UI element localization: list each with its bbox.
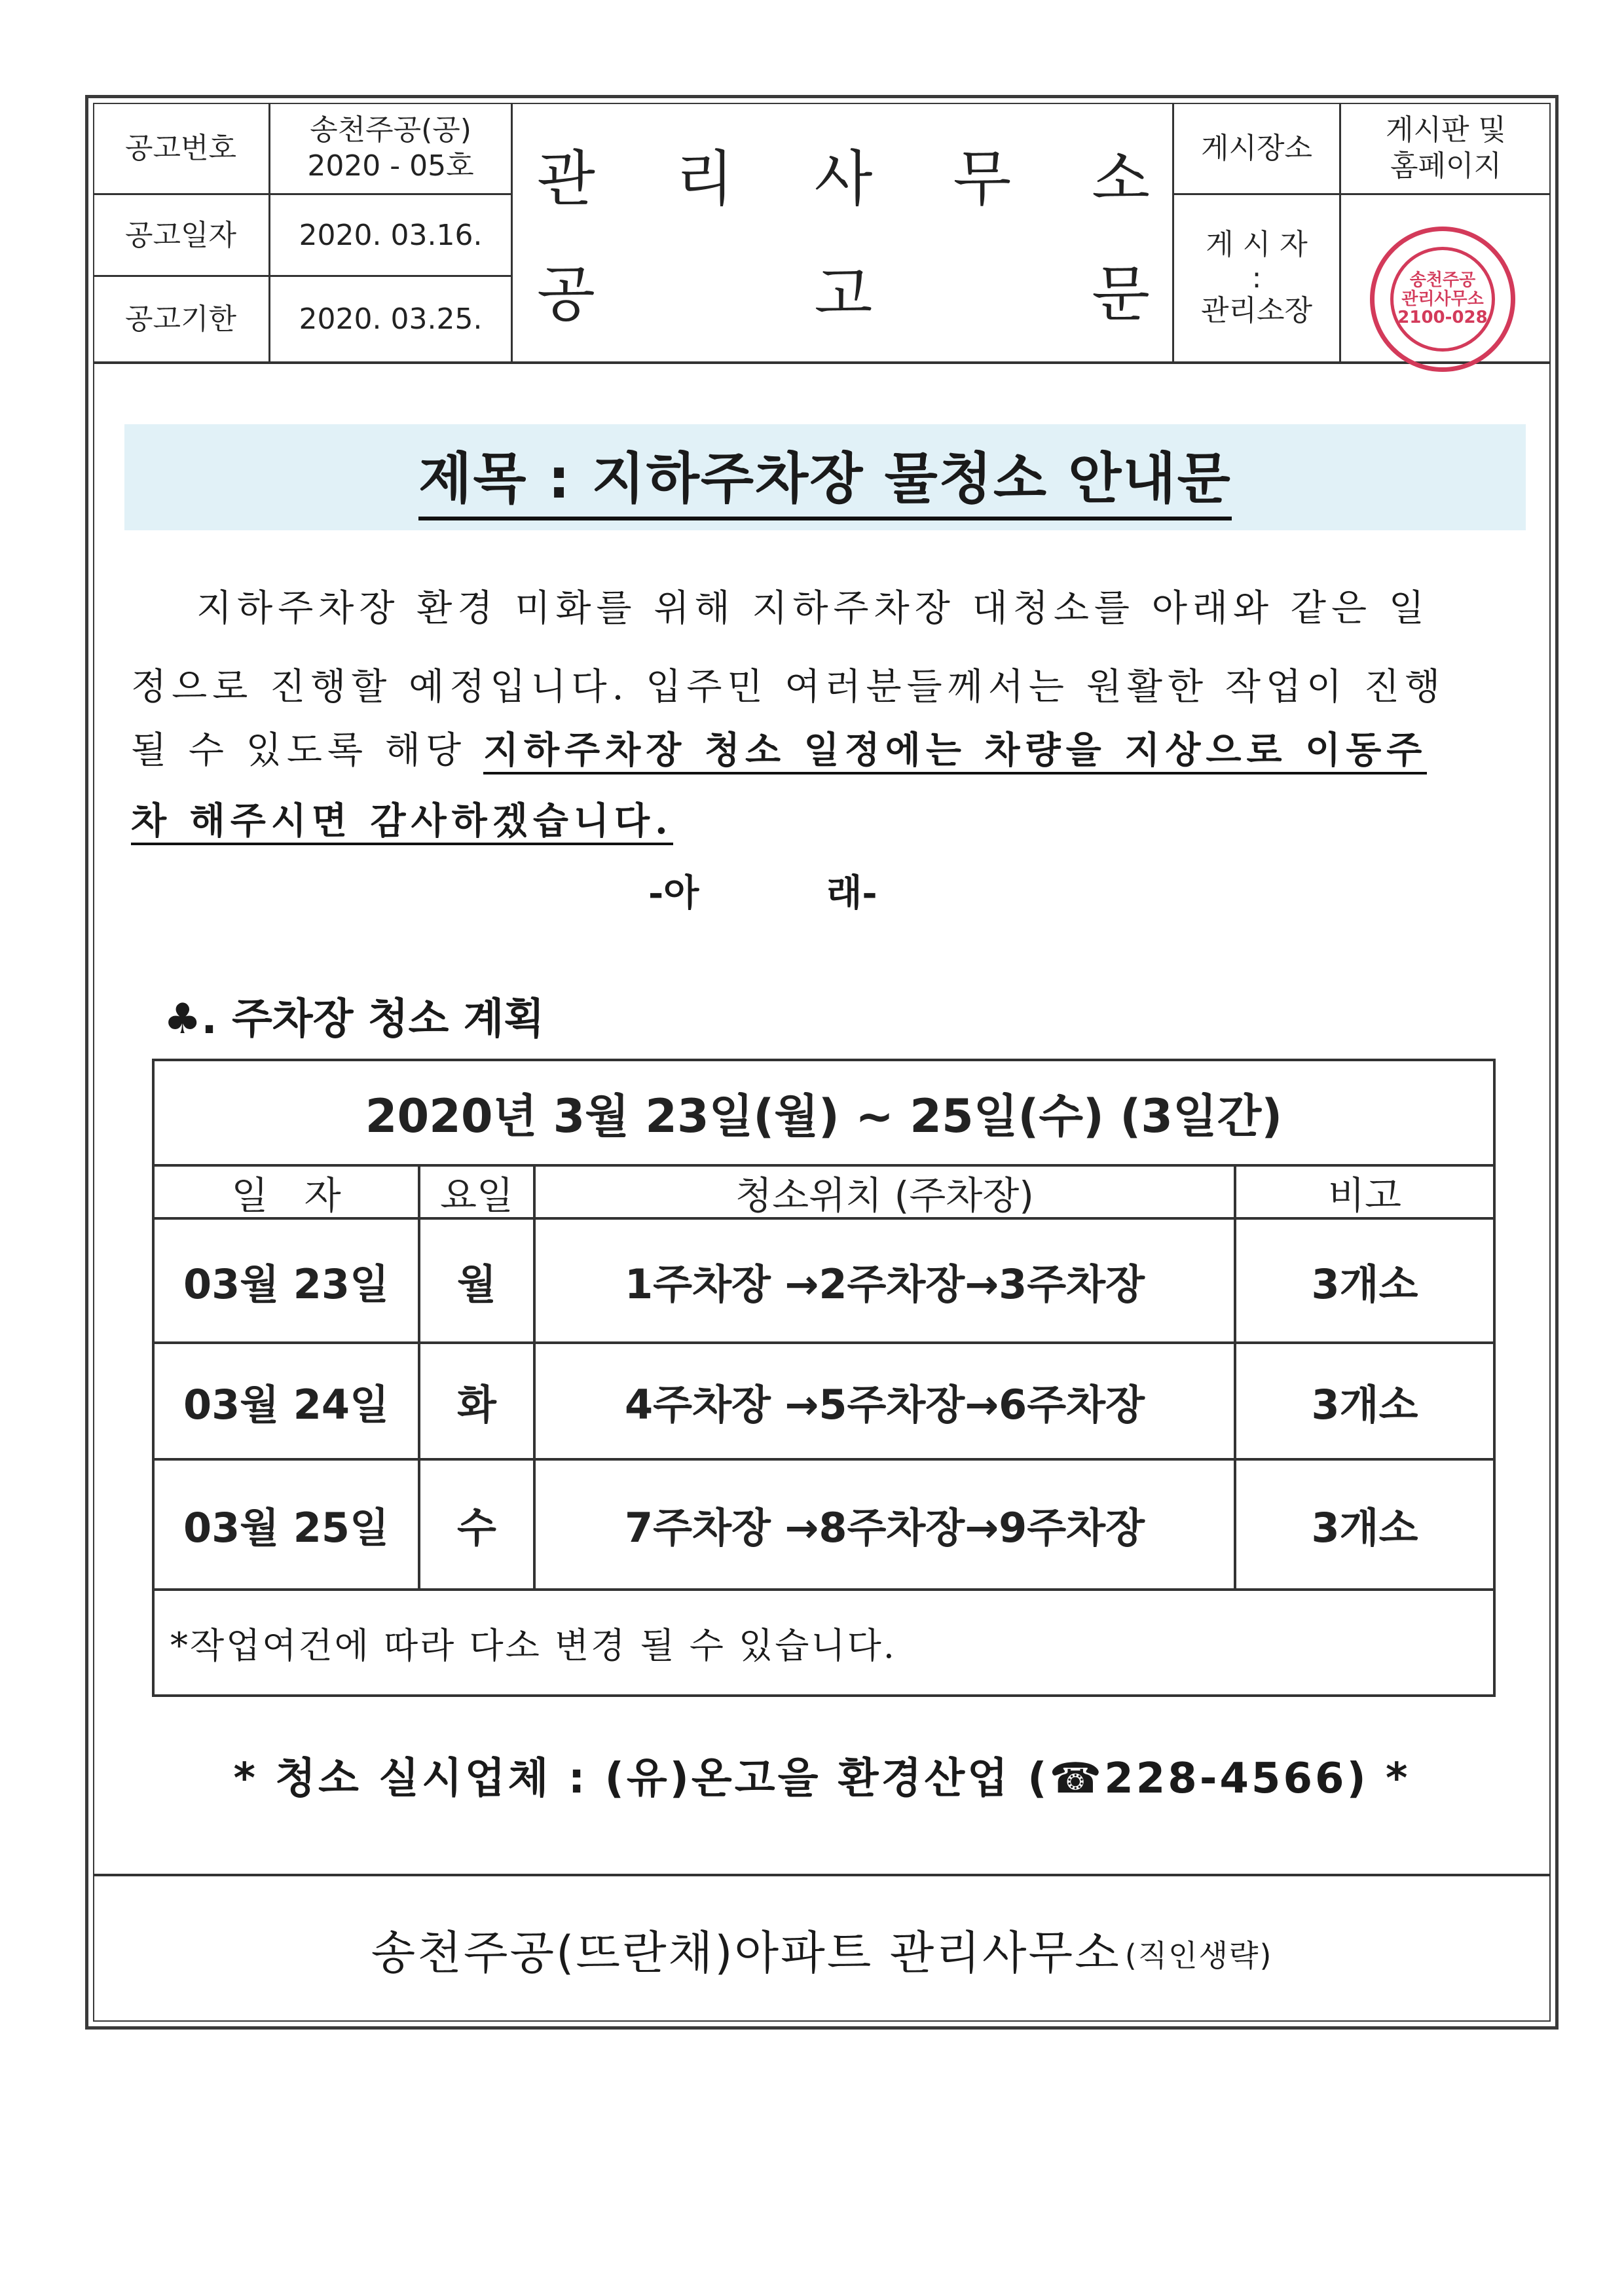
body-line-2: 정으로 진행할 예정입니다. 입주민 여러분들께서는 원활한 작업이 진행 <box>131 666 1446 708</box>
post-place-value: 게시판 및 홈페이지 <box>1385 113 1506 183</box>
col-header-day: 요일 <box>439 1173 514 1218</box>
body-line-4-emphasis: 차 해주시면 감사하겠습니다. <box>131 799 673 845</box>
notice-date-value: 2020. 03.16. <box>299 218 483 252</box>
col-header-date: 일 자 <box>231 1173 341 1218</box>
footer-office-name: 송천주공(뜨란채)아파트 관리사무소 <box>371 1925 1121 1980</box>
schedule-table <box>152 1059 1496 1697</box>
row1-date: 03월 23일 <box>183 1260 389 1308</box>
body-line-3 <box>131 721 1519 774</box>
body-line-3-emphasis: 지하주차장 청소 일정에는 차량을 지상으로 이동주 <box>483 729 1428 774</box>
seal-text: 송천주공 관리사무소 2100-028 <box>1390 247 1495 352</box>
notice-title <box>124 424 1526 530</box>
row3-date: 03월 25일 <box>183 1504 389 1552</box>
poster-label: 게 시 자 : 관리소장 <box>1200 228 1312 328</box>
office-title-line1: 관 리 사 무 소 <box>537 144 1153 214</box>
header-col-rule <box>511 103 513 363</box>
col-header-note: 비고 <box>1327 1173 1402 1218</box>
row1-location: 1주차장 →2주차장→3주차장 <box>625 1260 1145 1308</box>
arae-heading: -아 래- <box>648 871 877 915</box>
row2-day: 화 <box>457 1380 496 1429</box>
notice-no-label: 공고번호 <box>124 131 236 165</box>
notice-title-text: 제목 : 지하주차장 물청소 안내문 <box>418 435 1231 520</box>
notice-no-value: 송천주공(공) 2020 - 05호 <box>307 113 474 183</box>
header-bottom-rule <box>93 361 1551 364</box>
official-seal-stamp <box>1370 227 1515 372</box>
notice-deadline-value: 2020. 03.25. <box>299 302 483 336</box>
row2-location: 4주차장 →5주차장→6주차장 <box>625 1380 1145 1429</box>
row3-day: 수 <box>457 1504 496 1552</box>
footer <box>93 1876 1551 2022</box>
footer-seal-note: (직인생략) <box>1124 1938 1273 1973</box>
section-heading: ♣. 주차장 청소 계획 <box>164 995 545 1044</box>
row3-location: 7주차장 →8주차장→9주차장 <box>625 1504 1145 1552</box>
body-line-1: 지하주차장 환경 미화를 위해 지하주차장 대청소를 아래와 같은 일 <box>196 587 1430 630</box>
office-title-line2: 공 고 문 <box>537 259 1153 329</box>
body-line-4 <box>131 792 1519 845</box>
row2-date: 03월 24일 <box>183 1380 389 1429</box>
col-header-location: 청소위치 (주차장) <box>735 1173 1034 1218</box>
schedule-footnote: *작업여건에 따라 다소 변경 될 수 있습니다. <box>170 1624 896 1666</box>
notice-date-label: 공고일자 <box>124 218 236 252</box>
notice-deadline-label: 공고기한 <box>124 302 236 336</box>
schedule-period: 2020년 3월 23일(월) ~ 25일(수) (3일간) <box>365 1089 1283 1143</box>
row1-note: 3개소 <box>1311 1260 1418 1308</box>
row1-day: 월 <box>457 1260 496 1308</box>
row3-note: 3개소 <box>1311 1504 1418 1552</box>
body-line-3-plain: 될 수 있도록 해당 <box>131 729 483 772</box>
post-place-label: 게시장소 <box>1200 131 1312 165</box>
row2-note: 3개소 <box>1311 1380 1418 1429</box>
contractor-line: * 청소 실시업체 : (유)온고을 환경산업 (☎228-4566) * <box>233 1755 1411 1803</box>
